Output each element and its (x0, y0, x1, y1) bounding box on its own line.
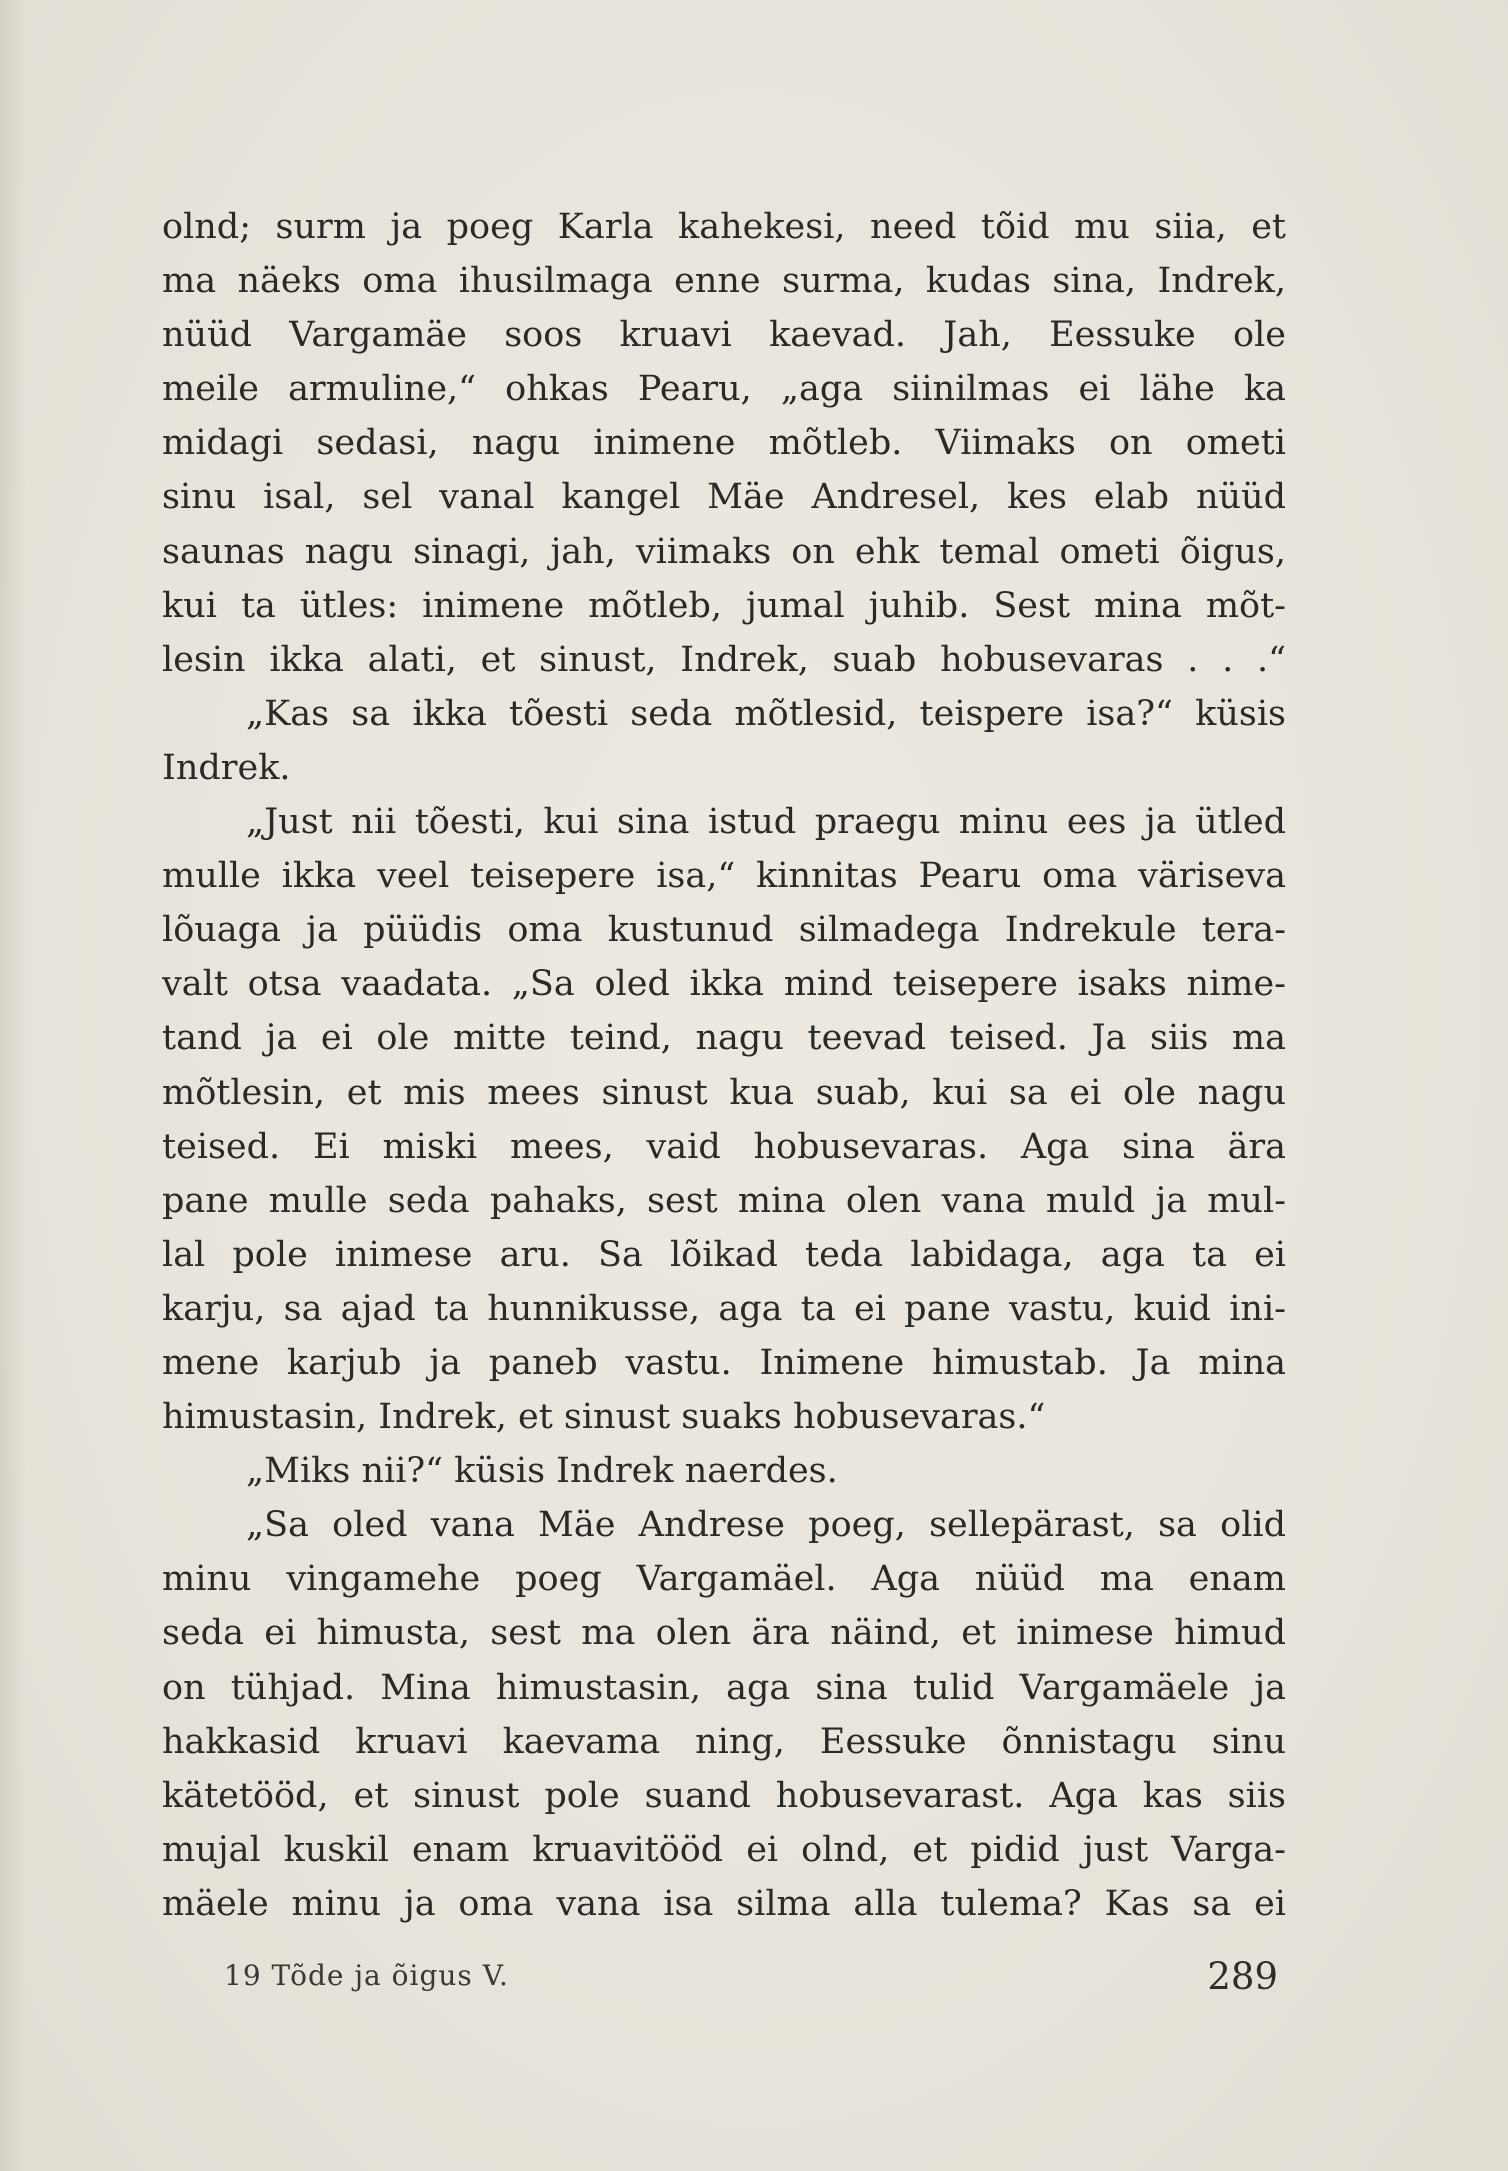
text-line: teised. Ei miski mees, vaid hobusevaras. Aga sina ära (162, 1126, 1286, 1167)
text-line: hakkasid kruavi kaevama ning, Eessuke õnnistagu sinu (162, 1721, 1286, 1762)
text-line: Indrek. (162, 747, 291, 788)
signature-mark: 19 Tõde ja õigus V. (224, 1959, 509, 1992)
text-line: mulle ikka veel teisepere isa,“ kinnitas Pearu oma väriseva (162, 856, 1286, 897)
text-line: „Kas sa ikka tõesti seda mõtlesid, teispere isa?“ küsis (246, 693, 1286, 734)
text-line: himustasin, Indrek, et sinust suaks hobusevaras.“ (162, 1397, 1046, 1438)
text-line: tand ja ei ole mitte teind, nagu teevad teised. Ja siis ma (162, 1018, 1286, 1059)
text-line: „Just nii tõesti, kui sina istud praegu minu ees ja ütled (246, 802, 1286, 843)
text-line: valt otsa vaadata. „Sa oled ikka mind teisepere isaks nime- (162, 964, 1286, 1005)
body-text (162, 200, 1286, 1931)
text-line: nüüd Vargamäe soos kruavi kaevad. Jah, Eessuke ole (162, 315, 1286, 356)
text-line: lal pole inimese aru. Sa lõikad teda labidaga, aga ta ei (162, 1234, 1286, 1275)
text-line: pane mulle seda pahaks, sest mina olen vana muld ja mul- (162, 1180, 1286, 1221)
text-line: saunas nagu sinagi, jah, viimaks on ehk temal ometi õigus, (162, 531, 1286, 572)
text-line: minu vingamehe poeg Vargamäel. Aga nüüd ma enam (162, 1559, 1286, 1600)
text-line: ma näeks oma ihusilmaga enne surma, kudas sina, Indrek, (162, 261, 1286, 302)
text-line: sinu isal, sel vanal kangel Mäe Andresel, kes elab nüüd (162, 477, 1286, 518)
text-line: mõtlesin, et mis mees sinust kua suab, kui sa ei ole nagu (162, 1072, 1286, 1113)
text-line: on tühjad. Mina himustasin, aga sina tulid Vargamäele ja (162, 1667, 1286, 1708)
text-line: midagi sedasi, nagu inimene mõtleb. Viimaks on ometi (162, 423, 1286, 464)
text-line: meile armuline,“ ohkas Pearu, „aga siinilmas ei lähe ka (162, 369, 1286, 410)
page-number: 289 (1207, 1955, 1278, 1998)
text-line: mene karjub ja paneb vastu. Inimene himustab. Ja mina (162, 1342, 1286, 1383)
text-line: karju, sa ajad ta hunnikusse, aga ta ei pane vastu, kuid ini- (162, 1288, 1286, 1329)
page-footer (162, 1955, 1278, 2005)
text-line: „Miks nii?“ küsis Indrek naerdes. (246, 1451, 838, 1492)
text-line: lesin ikka alati, et sinust, Indrek, suab hobusevaras . . .“ (162, 639, 1286, 680)
text-line: mäele minu ja oma vana isa silma alla tulema? Kas sa ei (162, 1883, 1286, 1924)
text-line: „Sa oled vana Mäe Andrese poeg, sellepärast, sa olid (246, 1505, 1286, 1546)
page-spine-shadow (0, 0, 26, 2171)
text-line: mujal kuskil enam kruavitööd ei olnd, et pidid just Varga- (162, 1829, 1286, 1870)
text-line: olnd; surm ja poeg Karla kahekesi, need tõid mu siia, et (162, 207, 1286, 247)
text-line: seda ei himusta, sest ma olen ära näind, et inimese himud (162, 1613, 1286, 1654)
text-line: lõuaga ja püüdis oma kustunud silmadega Indrekule tera- (162, 910, 1286, 951)
text-line: kätetööd, et sinust pole suand hobusevarast. Aga kas siis (162, 1775, 1286, 1816)
text-line: kui ta ütles: inimene mõtleb, jumal juhib. Sest mina mõt- (162, 585, 1286, 626)
